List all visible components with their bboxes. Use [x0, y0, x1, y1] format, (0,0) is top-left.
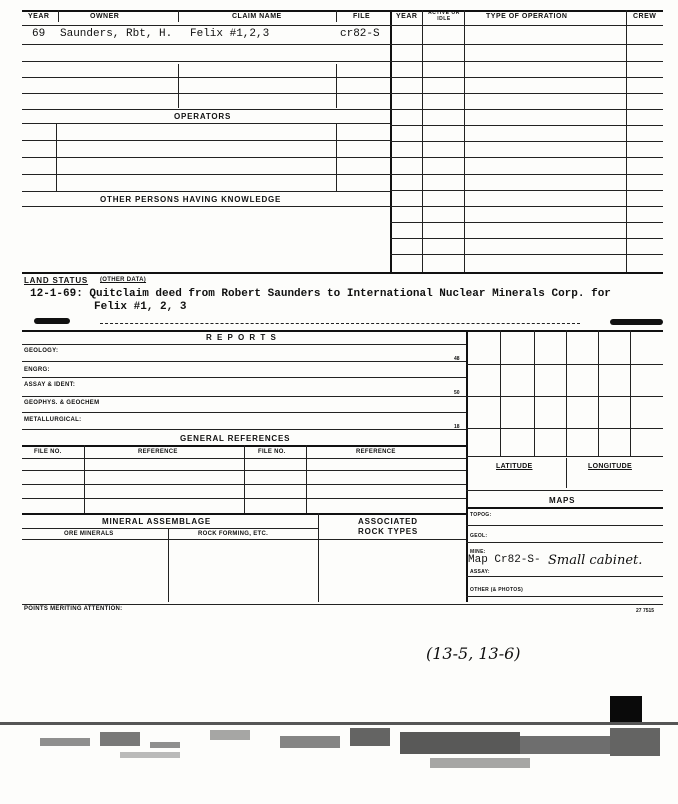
header-owner: OWNER	[90, 13, 120, 20]
land-status-line-2: Felix #1, 2, 3	[94, 301, 187, 313]
header-year-2: YEAR	[396, 13, 418, 20]
engrg-label: ENGRG:	[24, 367, 50, 373]
longitude-label: LONGITUDE	[588, 463, 632, 470]
topog-label: TOPOG:	[470, 512, 492, 518]
ref-reference-header: REFERENCE	[138, 449, 178, 455]
header-year: YEAR	[28, 13, 50, 20]
header-type-of-operation: TYPE OF OPERATION	[486, 13, 568, 20]
mineral-assemblage-heading: MINERAL ASSEMBLAGE	[102, 517, 212, 526]
general-references-heading: GENERAL REFERENCES	[180, 434, 291, 443]
assay-ident-label: ASSAY & IDENT:	[24, 382, 76, 388]
operators-heading: OPERATORS	[174, 112, 232, 121]
land-status-line-1: 12-1-69: Quitclaim deed from Robert Saunders to International Nuclear Minerals Corp. for	[30, 288, 611, 300]
entry-claim-name: Felix #1,2,3	[190, 28, 270, 40]
latitude-label: LATITUDE	[496, 463, 533, 470]
metallurgical-label: METALLURGICAL:	[24, 417, 82, 423]
land-status-subheading: (OTHER DATA)	[100, 277, 147, 283]
scan-noise-band	[0, 718, 678, 788]
header-claim-name: CLAIM NAME	[232, 13, 282, 20]
entry-file: cr82-S	[340, 28, 380, 40]
header-file: FILE	[353, 13, 371, 20]
metallurgical-number: 18	[454, 424, 460, 430]
rock-forming-header: ROCK FORMING, ETC.	[198, 531, 269, 537]
header-crew: CREW	[633, 13, 657, 20]
geology-label: GEOLOGY:	[24, 348, 59, 354]
geophys-label: GEOPHYS. & GEOCHEM	[24, 400, 100, 406]
redaction-mark-right	[610, 319, 663, 325]
mine-map-value: Map Cr82-S-	[468, 554, 541, 566]
ore-minerals-header: ORE MINERALS	[64, 531, 114, 537]
land-status-heading: LAND STATUS	[24, 276, 89, 285]
reports-heading: R E P O R T S	[206, 333, 278, 342]
points-meriting-attention: POINTS MERITING ATTENTION:	[24, 606, 123, 612]
mine-label: MINE:	[470, 549, 486, 555]
mine-handwritten-note: Small cabinet.	[548, 553, 643, 568]
redaction-mark-left	[34, 318, 70, 324]
handwritten-coordinates: (13-5, 13-6)	[426, 644, 521, 663]
assay-number: 50	[454, 390, 460, 396]
geol-label: GEOL:	[470, 533, 488, 539]
header-active-or-idle: ACTIVE OR IDLE	[428, 10, 460, 22]
entry-year: 69	[32, 28, 46, 40]
other-photos-label: OTHER (& PHOTOS)	[470, 587, 524, 593]
entry-owner: Saunders, Rbt, H.	[60, 28, 173, 40]
rock-types-heading: ROCK TYPES	[358, 527, 419, 536]
form-number: 27 7515	[636, 608, 655, 614]
ref-file-no-header-2: FILE NO.	[258, 449, 286, 455]
ref-file-no-header: FILE NO.	[34, 449, 62, 455]
ref-reference-header-2: REFERENCE	[356, 449, 396, 455]
associated-heading: ASSOCIATED	[358, 517, 418, 526]
other-persons-heading: OTHER PERSONS HAVING KNOWLEDGE	[100, 195, 282, 204]
maps-heading: MAPS	[549, 496, 576, 505]
assay-map-label: ASSAY:	[470, 569, 490, 575]
geology-number: 48	[454, 356, 460, 362]
